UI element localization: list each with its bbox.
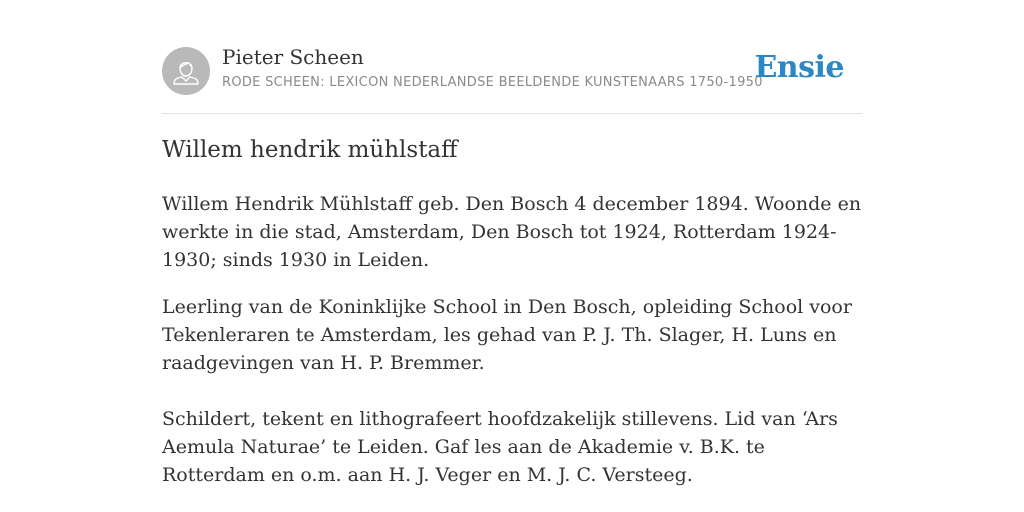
avatar[interactable] bbox=[162, 47, 210, 95]
article-header bbox=[162, 0, 862, 114]
article-title: Willem hendrik mühlstaff bbox=[162, 137, 458, 163]
article-paragraph: Schildert, tekent en lithografeert hoofdzakelijk stillevens. Lid van ‘Ars Aemula Naturae’ te Leiden. Gaf les aan de Akademie v. B.K. te Rotterdam en o.m. aan H. J. Veger en M. J. C. Versteeg. bbox=[162, 408, 838, 486]
user-icon bbox=[162, 47, 210, 95]
ensie-logo[interactable]: Ensie bbox=[754, 50, 844, 85]
source-title[interactable]: RODE SCHEEN: LEXICON NEDERLANDSE BEELDENDE KUNSTENAARS 1750-1950 bbox=[222, 75, 763, 90]
article-page bbox=[162, 0, 862, 486]
article-paragraph: Willem Hendrik Mühlstaff geb. Den Bosch 4 december 1894. Woonde en werkte in die stad, Amsterdam, Den Bosch tot 1924, Rotterdam 1924-1930; sinds 1930 in Leiden. bbox=[162, 193, 862, 271]
author-name[interactable]: Pieter Scheen bbox=[222, 45, 364, 69]
article-paragraph: Leerling van de Koninklijke School in Den Bosch, opleiding School voor Tekenleraren te Amsterdam, les gehad van P. J. Th. Slager, H. Luns en raadgevingen van H. P. Bremmer. bbox=[162, 296, 852, 374]
